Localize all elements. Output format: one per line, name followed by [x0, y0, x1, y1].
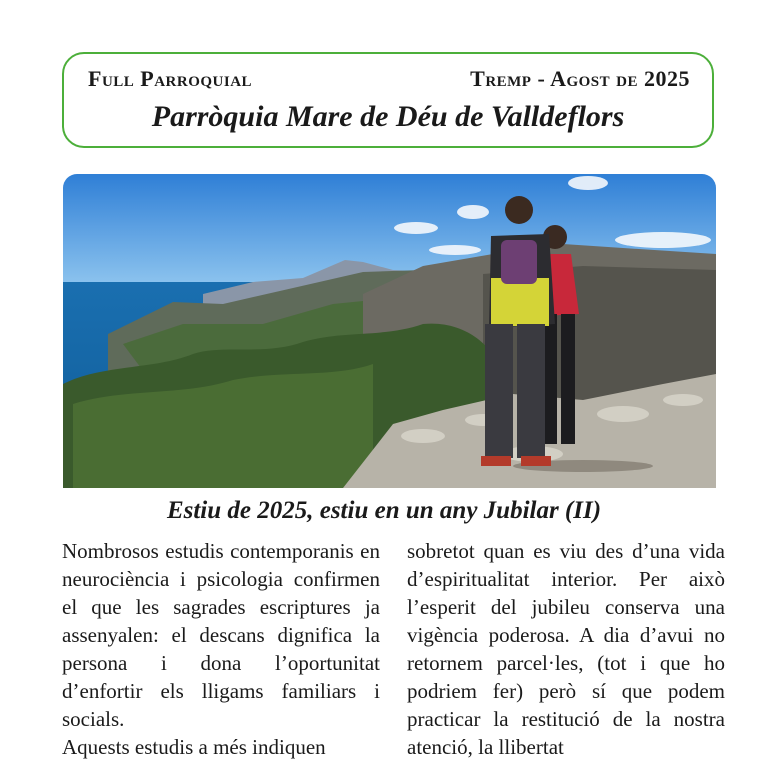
place-date: Tremp - Agost de 2025 — [470, 66, 690, 91]
paragraph: sobretot quan es viu des d’una vida d’espiritualitat interior. Per això l’esperit del jubileu conserva una vigència poderosa. A dia d’avui no retornem parcel·les, (tot i que ho podriem fer) però sí que podem practicar la restitució de la nostra atenció, la llibertat — [407, 539, 725, 759]
parish-name: Parròquia Mare de Déu de Valldeflors — [151, 100, 625, 133]
masthead — [62, 52, 714, 148]
cover-photo — [63, 174, 716, 488]
article-title: Estiu de 2025, estiu en un any Jubilar (II) — [166, 497, 602, 524]
article-column-1 — [62, 537, 380, 761]
hiker-man — [481, 196, 555, 466]
article-column-2 — [407, 537, 725, 761]
paragraph: Nombrosos estudis contemporanis en neurociència i psicologia confirmen el que les sagrades escriptures ja assenyalen: el descans dignifica la persona i dona l’oportunitat d’enfortir els lligams familiars i socials. — [62, 539, 380, 731]
publication-name: Full Parroquial — [88, 66, 253, 91]
paragraph: Aquests estudis a més indiquen — [62, 735, 326, 759]
